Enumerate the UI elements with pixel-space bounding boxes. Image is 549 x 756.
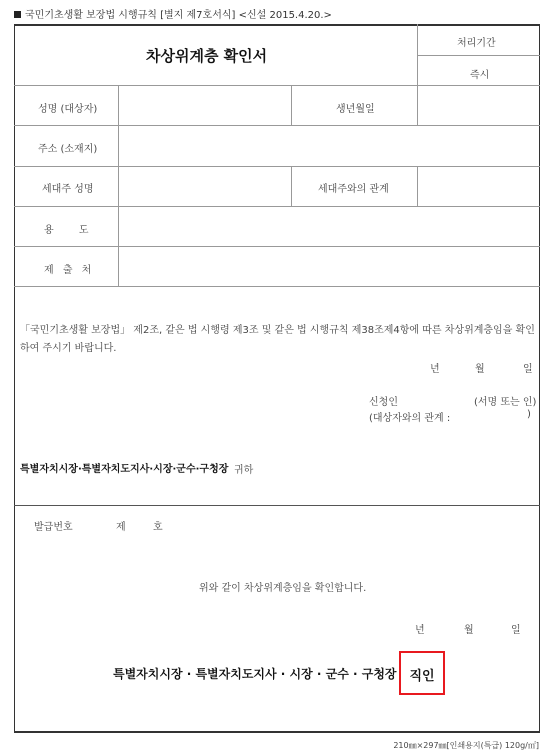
- applicant-label: 신청인: [369, 397, 398, 408]
- form-header-text: 국민기초생활 보장법 시행규칙 [별지 제7호서식] <신설 2015.4.20.>: [25, 10, 332, 21]
- divider: [14, 246, 540, 247]
- issue-number-label: 발급번호: [34, 522, 73, 533]
- relation-to-householder-label: 세대주와의 관계: [318, 184, 389, 195]
- form-title: 차상위계층 확인서: [146, 47, 268, 65]
- paper-spec: 210㎜×297㎜[인쇄용지(특급) 120g/㎡]: [393, 741, 539, 750]
- name-label: 성명 (대상자): [38, 104, 98, 115]
- divider: [14, 505, 540, 506]
- purpose-label: 용 도: [44, 225, 89, 236]
- sign-hint: (서명 또는 인): [474, 397, 537, 408]
- form-header: [14, 6, 332, 21]
- cert-date-month: 월: [464, 625, 474, 636]
- divider: [291, 85, 292, 125]
- divider: [14, 286, 540, 287]
- application-body: 「국민기초생활 보장법」 제2조, 같은 법 시행령 제3조 및 같은 법 시행규칙 제38조제4항에 따른 차상위계층임을 확인하여 주시기 바랍니다.: [20, 325, 535, 354]
- householder-name-label: 세대주 성명: [42, 184, 94, 195]
- address-label: 주소 (소재지): [38, 144, 98, 155]
- relation-close: ): [527, 409, 531, 420]
- cert-date-day: 일: [511, 625, 521, 636]
- official-seal-label: 직인: [409, 669, 435, 684]
- divider: [14, 166, 540, 167]
- divider: [14, 85, 540, 86]
- issue-number-je: 제: [116, 522, 126, 533]
- submit-to-label: 제 출 처: [44, 265, 92, 276]
- date-year: 년: [430, 364, 440, 375]
- divider: [14, 125, 540, 126]
- divider: [417, 85, 418, 125]
- date-day: 일: [523, 364, 533, 375]
- certificate-statement: 위와 같이 차상위계층임을 확인합니다.: [199, 583, 367, 594]
- divider: [291, 166, 292, 206]
- addressee: 특별자치시장·특별자치도지사·시장·군수·구청장: [20, 464, 229, 475]
- official-seal-box: [399, 651, 445, 695]
- divider: [417, 166, 418, 206]
- relation-label: (대상자와의 관계 :: [369, 413, 451, 424]
- processing-period-label: 처리기간: [457, 38, 496, 49]
- issuer-title: 특별자치시장 · 특별자치도지사 · 시장 · 군수 · 구청장: [113, 667, 397, 681]
- divider: [14, 206, 540, 207]
- square-bullet-icon: [14, 11, 21, 18]
- divider: [417, 55, 540, 56]
- date-month: 월: [475, 364, 485, 375]
- issue-number-ho: 호: [153, 522, 163, 533]
- processing-period-value: 즉시: [470, 70, 490, 81]
- birthdate-label: 생년월일: [336, 104, 375, 115]
- form-frame: [14, 24, 540, 733]
- cert-date-year: 년: [415, 625, 425, 636]
- divider: [118, 85, 119, 286]
- divider: [417, 24, 418, 85]
- addressee-suffix: 귀하: [234, 465, 254, 476]
